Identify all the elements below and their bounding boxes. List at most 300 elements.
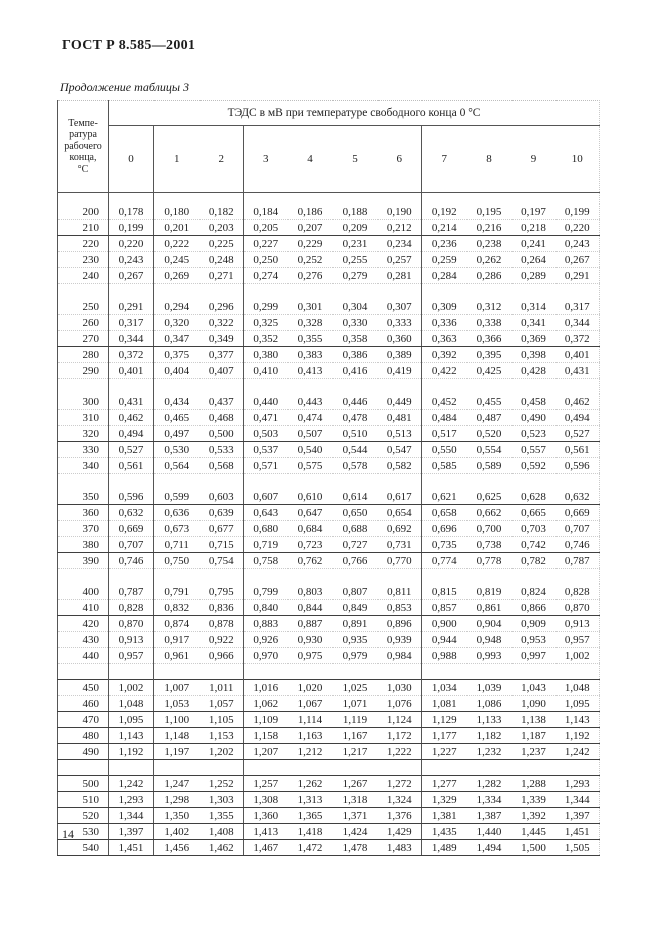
- spacer-cell: [422, 193, 467, 205]
- emf-cell: 0,774: [422, 553, 467, 569]
- emf-cell: 0,428: [512, 363, 556, 379]
- temp-cell: 250: [58, 299, 109, 315]
- emf-cell: 0,665: [512, 505, 556, 521]
- emf-cell: 0,380: [244, 347, 288, 363]
- table-row: [58, 553, 600, 569]
- emf-cell: 0,203: [200, 220, 244, 236]
- emf-cell: 0,419: [378, 363, 422, 379]
- emf-cell: 0,355: [288, 331, 333, 347]
- table-row: [58, 648, 600, 664]
- temp-cell: 260: [58, 315, 109, 331]
- spacer-cell: [333, 474, 378, 490]
- emf-cell: 0,468: [200, 410, 244, 426]
- emf-cell: 0,422: [422, 363, 467, 379]
- emf-cell: 1,124: [378, 712, 422, 728]
- emf-cell: 0,997: [512, 648, 556, 664]
- emf-cell: 0,778: [467, 553, 512, 569]
- spacer-cell: [378, 664, 422, 680]
- spacer-cell: [512, 760, 556, 776]
- temp-column-header: [58, 101, 109, 193]
- emf-cell: 0,375: [154, 347, 200, 363]
- emf-cell: 1,489: [422, 840, 467, 856]
- emf-cell: 0,533: [200, 442, 244, 458]
- emf-cell: 0,547: [378, 442, 422, 458]
- page-number: 14: [62, 827, 74, 841]
- emf-cell: 0,190: [378, 204, 422, 220]
- emf-cell: 0,844: [288, 600, 333, 616]
- emf-cell: 0,696: [422, 521, 467, 537]
- spacer-cell: [58, 760, 109, 776]
- spacer-cell: [378, 474, 422, 490]
- emf-cell: 0,291: [109, 299, 154, 315]
- emf-cell: 0,883: [244, 616, 288, 632]
- emf-cell: 0,537: [244, 442, 288, 458]
- spacer-cell: [244, 664, 288, 680]
- spacer-cell: [467, 474, 512, 490]
- emf-cell: 0,939: [378, 632, 422, 648]
- emf-cell: 0,599: [154, 489, 200, 505]
- emf-cell: 0,935: [333, 632, 378, 648]
- doc-title: ГОСТ Р 8.585—2001: [62, 38, 196, 53]
- col-header: 7: [422, 126, 467, 193]
- emf-cell: 1,397: [556, 808, 600, 824]
- spacer-cell: [58, 379, 109, 395]
- emf-cell: 0,723: [288, 537, 333, 553]
- emf-cell: 0,462: [109, 410, 154, 426]
- emf-cell: 0,550: [422, 442, 467, 458]
- emf-cell: 0,621: [422, 489, 467, 505]
- table-row: [58, 792, 600, 808]
- emf-cell: 0,372: [109, 347, 154, 363]
- emf-cell: 1,030: [378, 680, 422, 696]
- emf-cell: 0,271: [200, 268, 244, 284]
- emf-cell: 1,232: [467, 744, 512, 760]
- emf-cell: 0,913: [109, 632, 154, 648]
- emf-cell: 0,692: [378, 521, 422, 537]
- spacer-cell: [109, 193, 154, 205]
- temp-cell: 340: [58, 458, 109, 474]
- emf-cell: 0,349: [200, 331, 244, 347]
- temp-cell: 520: [58, 808, 109, 824]
- emf-cell: 1,133: [467, 712, 512, 728]
- spacer-cell: [288, 760, 333, 776]
- col-header: 9: [512, 126, 556, 193]
- emf-cell: 0,465: [154, 410, 200, 426]
- emf-cell: 0,220: [556, 220, 600, 236]
- emf-cell: 0,571: [244, 458, 288, 474]
- emf-cell: 0,182: [200, 204, 244, 220]
- temp-cell: 310: [58, 410, 109, 426]
- emf-cell: 0,284: [422, 268, 467, 284]
- temp-cell: 510: [58, 792, 109, 808]
- emf-cell: 1,505: [556, 840, 600, 856]
- emf-cell: 1,381: [422, 808, 467, 824]
- emf-cell: 1,267: [333, 776, 378, 792]
- emf-cell: 0,948: [467, 632, 512, 648]
- spacer-cell: [288, 284, 333, 300]
- emf-cell: 1,034: [422, 680, 467, 696]
- emf-cell: 1,451: [109, 840, 154, 856]
- emf-cell: 1,272: [378, 776, 422, 792]
- spacer-cell: [422, 664, 467, 680]
- emf-cell: 0,431: [109, 394, 154, 410]
- emf-cell: 0,372: [556, 331, 600, 347]
- emf-cell: 0,711: [154, 537, 200, 553]
- emf-table: [57, 100, 600, 856]
- emf-cell: 1,387: [467, 808, 512, 824]
- table-body: [58, 193, 600, 856]
- emf-cell: 1,252: [200, 776, 244, 792]
- emf-cell: 0,628: [512, 489, 556, 505]
- emf-cell: 0,673: [154, 521, 200, 537]
- emf-cell: 1,187: [512, 728, 556, 744]
- emf-cell: 1,227: [422, 744, 467, 760]
- emf-cell: 0,953: [512, 632, 556, 648]
- col-header: 3: [244, 126, 288, 193]
- emf-cell: 1,202: [200, 744, 244, 760]
- emf-cell: 0,715: [200, 537, 244, 553]
- spacer-cell: [467, 379, 512, 395]
- emf-cell: 1,016: [244, 680, 288, 696]
- emf-cell: 1,138: [512, 712, 556, 728]
- emf-cell: 0,296: [200, 299, 244, 315]
- emf-cell: 1,288: [512, 776, 556, 792]
- emf-cell: 1,360: [244, 808, 288, 824]
- emf-cell: 1,197: [154, 744, 200, 760]
- emf-cell: 0,494: [556, 410, 600, 426]
- table-row: [58, 347, 600, 363]
- emf-cell: 0,824: [512, 584, 556, 600]
- emf-cell: 0,742: [512, 537, 556, 553]
- spacer-cell: [333, 193, 378, 205]
- emf-cell: 0,603: [200, 489, 244, 505]
- temp-cell: 390: [58, 553, 109, 569]
- emf-cell: 0,363: [422, 331, 467, 347]
- emf-cell: 0,866: [512, 600, 556, 616]
- emf-cell: 1,408: [200, 824, 244, 840]
- emf-cell: 0,262: [467, 252, 512, 268]
- emf-cell: 0,245: [154, 252, 200, 268]
- emf-cell: 0,719: [244, 537, 288, 553]
- emf-cell: 0,625: [467, 489, 512, 505]
- table-row: [58, 584, 600, 600]
- emf-cell: 0,452: [422, 394, 467, 410]
- emf-cell: 0,395: [467, 347, 512, 363]
- table-row: [58, 363, 600, 379]
- emf-cell: 1,043: [512, 680, 556, 696]
- emf-cell: 1,025: [333, 680, 378, 696]
- spacer-cell: [154, 664, 200, 680]
- spacer-cell: [333, 379, 378, 395]
- emf-cell: 0,500: [200, 426, 244, 442]
- emf-cell: 0,243: [556, 236, 600, 252]
- emf-cell: 0,344: [109, 331, 154, 347]
- temp-cell: 540: [58, 840, 109, 856]
- emf-cell: 1,424: [333, 824, 378, 840]
- emf-cell: 0,330: [333, 315, 378, 331]
- emf-cell: 0,904: [467, 616, 512, 632]
- table-row: [58, 489, 600, 505]
- emf-cell: 0,607: [244, 489, 288, 505]
- table-header: [58, 101, 600, 193]
- spacer-row: [58, 664, 600, 680]
- emf-cell: 0,979: [333, 648, 378, 664]
- spacer-cell: [288, 569, 333, 585]
- emf-cell: 0,236: [422, 236, 467, 252]
- spacer-cell: [467, 569, 512, 585]
- spacer-cell: [109, 664, 154, 680]
- emf-cell: 0,913: [556, 616, 600, 632]
- emf-cell: 0,192: [422, 204, 467, 220]
- spacer-cell: [556, 760, 600, 776]
- emf-cell: 1,167: [333, 728, 378, 744]
- emf-cell: 1,148: [154, 728, 200, 744]
- emf-cell: 0,589: [467, 458, 512, 474]
- emf-cell: 0,540: [288, 442, 333, 458]
- emf-cell: 1,324: [378, 792, 422, 808]
- emf-cell: 0,917: [154, 632, 200, 648]
- spacer-cell: [512, 379, 556, 395]
- table-row: [58, 458, 600, 474]
- table-row: [58, 728, 600, 744]
- emf-cell: 1,298: [154, 792, 200, 808]
- emf-cell: 1,247: [154, 776, 200, 792]
- emf-cell: 0,970: [244, 648, 288, 664]
- emf-cell: 0,377: [200, 347, 244, 363]
- emf-cell: 0,471: [244, 410, 288, 426]
- emf-cell: 0,180: [154, 204, 200, 220]
- emf-cell: 0,766: [333, 553, 378, 569]
- emf-cell: 1,153: [200, 728, 244, 744]
- table-row: [58, 840, 600, 856]
- emf-cell: 1,143: [109, 728, 154, 744]
- emf-cell: 0,186: [288, 204, 333, 220]
- spacer-cell: [556, 193, 600, 205]
- temp-cell: 530: [58, 824, 109, 840]
- table-row: [58, 426, 600, 442]
- emf-cell: 0,401: [109, 363, 154, 379]
- col-header: 5: [333, 126, 378, 193]
- emf-cell: 0,828: [109, 600, 154, 616]
- emf-cell: 0,787: [109, 584, 154, 600]
- emf-cell: 0,807: [333, 584, 378, 600]
- emf-cell: 0,413: [288, 363, 333, 379]
- emf-cell: 0,520: [467, 426, 512, 442]
- emf-cell: 0,404: [154, 363, 200, 379]
- emf-cell: 0,360: [378, 331, 422, 347]
- emf-cell: 0,401: [556, 347, 600, 363]
- spacer-cell: [288, 379, 333, 395]
- emf-cell: 0,614: [333, 489, 378, 505]
- emf-cell: 0,680: [244, 521, 288, 537]
- spacer-cell: [512, 193, 556, 205]
- spacer-cell: [288, 664, 333, 680]
- emf-cell: 0,527: [109, 442, 154, 458]
- emf-cell: 0,610: [288, 489, 333, 505]
- emf-cell: 0,513: [378, 426, 422, 442]
- emf-cell: 0,241: [512, 236, 556, 252]
- spacer-cell: [109, 284, 154, 300]
- emf-cell: 0,770: [378, 553, 422, 569]
- spacer-cell: [333, 284, 378, 300]
- emf-cell: 1,376: [378, 808, 422, 824]
- emf-cell: 1,076: [378, 696, 422, 712]
- spacer-cell: [244, 284, 288, 300]
- emf-cell: 0,474: [288, 410, 333, 426]
- table-row: [58, 521, 600, 537]
- emf-cell: 0,307: [378, 299, 422, 315]
- spacer-cell: [109, 760, 154, 776]
- emf-cell: 0,243: [109, 252, 154, 268]
- emf-cell: 0,487: [467, 410, 512, 426]
- emf-cell: 0,819: [467, 584, 512, 600]
- emf-cell: 0,639: [200, 505, 244, 521]
- spacer-cell: [556, 379, 600, 395]
- emf-cell: 0,669: [109, 521, 154, 537]
- table-row: [58, 696, 600, 712]
- emf-cell: 1,095: [109, 712, 154, 728]
- emf-cell: 1,039: [467, 680, 512, 696]
- emf-cell: 0,446: [333, 394, 378, 410]
- spacer-cell: [58, 569, 109, 585]
- emf-cell: 0,352: [244, 331, 288, 347]
- emf-cell: 0,358: [333, 331, 378, 347]
- emf-cell: 1,293: [556, 776, 600, 792]
- emf-cell: 1,344: [556, 792, 600, 808]
- table-row: [58, 315, 600, 331]
- emf-cell: 0,199: [556, 204, 600, 220]
- emf-cell: 0,225: [200, 236, 244, 252]
- temp-cell: 370: [58, 521, 109, 537]
- emf-cell: 1,109: [244, 712, 288, 728]
- emf-cell: 0,209: [333, 220, 378, 236]
- spacer-cell: [333, 569, 378, 585]
- temp-cell: 430: [58, 632, 109, 648]
- temp-cell: 440: [58, 648, 109, 664]
- emf-cell: 0,195: [467, 204, 512, 220]
- emf-cell: 0,669: [556, 505, 600, 521]
- emf-cell: 0,891: [333, 616, 378, 632]
- spacer-row: [58, 760, 600, 776]
- emf-cell: 0,455: [467, 394, 512, 410]
- emf-cell: 0,815: [422, 584, 467, 600]
- emf-cell: 1,308: [244, 792, 288, 808]
- emf-cell: 1,429: [378, 824, 422, 840]
- emf-cell: 0,857: [422, 600, 467, 616]
- emf-cell: 1,350: [154, 808, 200, 824]
- emf-cell: 0,582: [378, 458, 422, 474]
- spacer-cell: [467, 664, 512, 680]
- emf-cell: 0,750: [154, 553, 200, 569]
- temp-header-line: Темпе-: [68, 117, 98, 129]
- emf-cell: 0,269: [154, 268, 200, 284]
- emf-cell: 0,795: [200, 584, 244, 600]
- temp-cell: 270: [58, 331, 109, 347]
- emf-cell: 1,313: [288, 792, 333, 808]
- emf-cell: 0,874: [154, 616, 200, 632]
- spacer-cell: [244, 379, 288, 395]
- emf-cell: 0,462: [556, 394, 600, 410]
- emf-cell: 0,322: [200, 315, 244, 331]
- emf-cell: 0,392: [422, 347, 467, 363]
- table-caption: Продолжение таблицы 3: [60, 80, 190, 94]
- emf-cell: 0,861: [467, 600, 512, 616]
- emf-cell: 0,222: [154, 236, 200, 252]
- emf-cell: 0,677: [200, 521, 244, 537]
- spacer-cell: [422, 284, 467, 300]
- emf-cell: 0,227: [244, 236, 288, 252]
- table-row: [58, 744, 600, 760]
- emf-cell: 0,503: [244, 426, 288, 442]
- emf-cell: 1,105: [200, 712, 244, 728]
- temp-cell: 380: [58, 537, 109, 553]
- emf-cell: 0,320: [154, 315, 200, 331]
- emf-cell: 1,002: [109, 680, 154, 696]
- spacer-cell: [467, 193, 512, 205]
- emf-cell: 1,318: [333, 792, 378, 808]
- emf-cell: 0,478: [333, 410, 378, 426]
- spacer-cell: [58, 284, 109, 300]
- table-row: [58, 600, 600, 616]
- spacer-cell: [467, 760, 512, 776]
- emf-cell: 0,205: [244, 220, 288, 236]
- spacer-cell: [378, 569, 422, 585]
- col-header: 8: [467, 126, 512, 193]
- emf-cell: 1,011: [200, 680, 244, 696]
- emf-cell: 1,462: [200, 840, 244, 856]
- emf-cell: 0,632: [109, 505, 154, 521]
- emf-cell: 1,048: [109, 696, 154, 712]
- emf-cell: 0,957: [109, 648, 154, 664]
- emf-cell: 0,909: [512, 616, 556, 632]
- emf-cell: 0,754: [200, 553, 244, 569]
- emf-cell: 1,329: [422, 792, 467, 808]
- temp-cell: 330: [58, 442, 109, 458]
- emf-cell: 0,787: [556, 553, 600, 569]
- emf-cell: 0,437: [200, 394, 244, 410]
- emf-cell: 0,264: [512, 252, 556, 268]
- emf-cell: 0,870: [556, 600, 600, 616]
- emf-cell: 0,530: [154, 442, 200, 458]
- emf-cell: 0,216: [467, 220, 512, 236]
- temp-cell: 280: [58, 347, 109, 363]
- temp-cell: 410: [58, 600, 109, 616]
- emf-cell: 1,081: [422, 696, 467, 712]
- spacer-cell: [109, 474, 154, 490]
- spacer-cell: [556, 284, 600, 300]
- spacer-cell: [154, 569, 200, 585]
- emf-cell: 0,317: [109, 315, 154, 331]
- emf-cell: 1,100: [154, 712, 200, 728]
- col-header: 0: [109, 126, 154, 193]
- emf-cell: 0,336: [422, 315, 467, 331]
- emf-cell: 0,386: [333, 347, 378, 363]
- emf-cell: 0,840: [244, 600, 288, 616]
- spacer-cell: [333, 760, 378, 776]
- temp-cell: 460: [58, 696, 109, 712]
- table-row: [58, 632, 600, 648]
- emf-cell: 1,413: [244, 824, 288, 840]
- emf-cell: 0,922: [200, 632, 244, 648]
- table-row: [58, 824, 600, 840]
- spacer-row: [58, 193, 600, 205]
- table-row: [58, 410, 600, 426]
- emf-cell: 1,067: [288, 696, 333, 712]
- temp-cell: 240: [58, 268, 109, 284]
- spacer-cell: [154, 284, 200, 300]
- spacer-cell: [378, 379, 422, 395]
- temp-cell: 500: [58, 776, 109, 792]
